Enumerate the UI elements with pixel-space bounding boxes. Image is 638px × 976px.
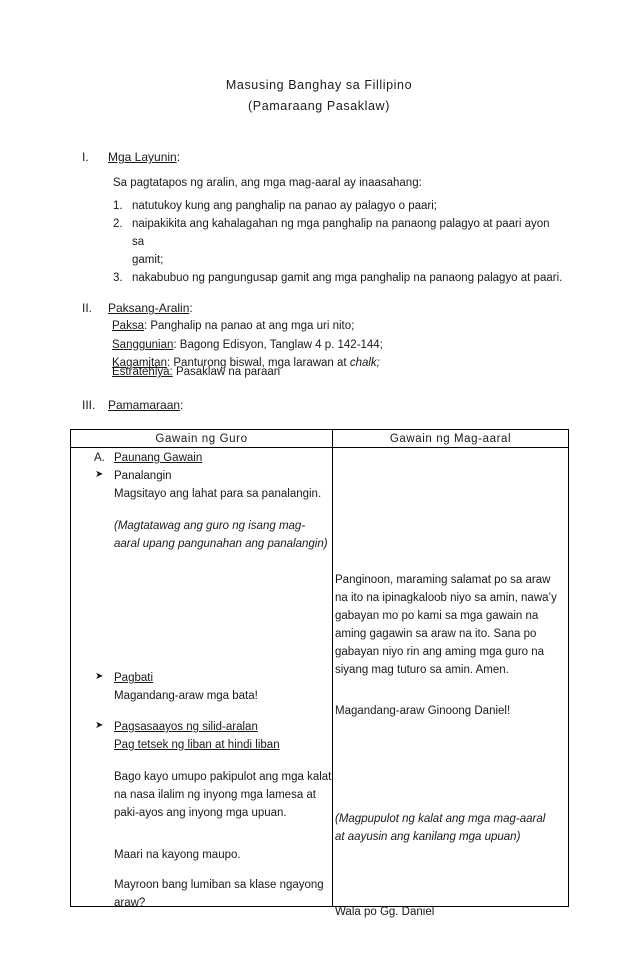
guro-cell	[71, 448, 333, 907]
col-header-guro: Gawain ng Guro	[71, 430, 333, 448]
objective-number: 3.	[113, 272, 123, 284]
note-teacher-line1	[114, 517, 305, 535]
instruction-line2: na nasa ilalim ng inyong mga lamesa at	[114, 789, 317, 801]
kagamitan-row: Kagamitan: Panturong biswal, mga larawan at chalk;	[112, 357, 380, 369]
arrow-bullet-icon: ➤	[95, 469, 104, 480]
section-2-number: II.	[82, 301, 93, 315]
note-teacher-line2-text: aaral upang pangunahan ang panalangin)	[114, 538, 328, 550]
student-answer: Wala po Gg. Daniel	[335, 906, 435, 918]
objective-number: 1.	[113, 200, 123, 212]
estratehiya-row	[112, 363, 280, 382]
sanggunian-value: Bagong Edisyon, Tanglaw 4 p. 142-144;	[179, 339, 383, 351]
objectives-intro: Sa pagtatapos ng aralin, ang mga mag-aaral ay inaasahang:	[113, 177, 422, 189]
instruction-line1: Bago kayo umupo pakipulot ang mga kalat	[114, 771, 332, 783]
panalangin-label: Panalangin	[114, 470, 172, 482]
section-2-heading-text: Paksang-Aralin	[108, 301, 190, 315]
estratehiya-label: Estratehiya:	[112, 366, 173, 378]
instruction-line3: paki-ayos ang inyong mga upuan.	[114, 807, 287, 819]
lumiban-line1: Mayroon bang lumiban sa klase ngayong	[114, 879, 324, 891]
maupo-text: Maari na kayong maupo.	[114, 849, 241, 861]
paksa-label: Paksa	[112, 320, 144, 332]
objective-item	[113, 269, 563, 287]
pagbati-text: Magandang-araw mga bata!	[114, 690, 258, 702]
note-student-line1-text: (Magpupulot ng kalat ang mga mag-aaral	[335, 813, 546, 825]
section-1-heading-text: Mga Layunin	[108, 150, 177, 164]
document-title: Masusing Banghay sa Fillipino	[225, 78, 413, 92]
student-greeting: Magandang-araw Ginoong Daniel!	[335, 705, 511, 717]
section-1-number: I.	[82, 150, 89, 164]
note-student-line1	[335, 810, 545, 828]
col-header-magaaral: Gawain ng Mag-aaral	[333, 430, 569, 448]
note-teacher-line2	[114, 535, 328, 553]
table-row	[71, 448, 569, 907]
note-teacher-line1-text: (Magtatawag ang guro ng isang mag-	[114, 520, 306, 532]
prayer-line2: na ito na ipinagkaloob niyo sa amin, nawa’y	[335, 592, 557, 604]
part-a-letter: A.	[94, 452, 105, 464]
magsitayo-text: Magsitayo ang lahat para sa panalangin.	[114, 488, 322, 500]
arrow-bullet-icon: ➤	[95, 671, 104, 682]
objective-item	[113, 197, 563, 215]
objective-text: natutukoy kung ang panghalip na panao ay palagyo o paari;	[132, 200, 437, 212]
section-3-heading: Pamamaraan:	[108, 398, 184, 412]
objectives-list	[113, 197, 563, 287]
prayer-line3: gabayan mo po kami sa mga gawain na	[335, 610, 539, 622]
lumiban-line2: araw?	[114, 897, 146, 909]
document-subtitle: (Pamaraang Pasaklaw)	[248, 99, 390, 113]
estratehiya-value: Pasaklaw na paraan	[175, 366, 281, 378]
objective-number: 2.	[113, 218, 123, 230]
sanggunian-row: Sanggunian: Bagong Edisyon, Tanglaw 4 p. 142-144;	[112, 339, 383, 351]
section-3-number: III.	[82, 398, 96, 412]
paksa-row: Paksa: Panghalip na panao at ang mga uri nito;	[112, 320, 355, 332]
magaaral-cell	[333, 448, 569, 918]
table-header-row	[71, 430, 569, 448]
kagamitan-value: Panturong biswal, mga larawan at	[173, 357, 350, 369]
prayer-line1: Panginoon, maraming salamat po sa araw	[335, 574, 551, 586]
prayer-line4: aming gagawin sa araw na ito. Sana po	[335, 628, 537, 640]
pagtsek-label: Pag tetsek ng liban at hindi liban	[114, 739, 280, 751]
section-2-heading: Paksang-Aralin:	[108, 301, 193, 315]
paksa-value: Panghalip na panao at ang mga uri nito;	[150, 320, 355, 332]
objective-text: naipakikita ang kahalagahan ng mga panghalip na panaong palagyo at paari ayon sa	[132, 218, 550, 248]
objective-text-cont: gamit;	[132, 254, 164, 266]
prayer-line5: gabayan niyo rin ang aming mga guro na	[335, 646, 545, 658]
section-3-heading-text: Pamamaraan	[108, 398, 181, 412]
note-student-line2-text: at aayusin ang kanilang mga upuan)	[335, 831, 521, 843]
part-a-title: Paunang Gawain	[114, 452, 203, 464]
procedure-table	[70, 429, 569, 918]
prayer-line6: siyang mag tuturo sa amin. Amen.	[335, 664, 509, 676]
kagamitan-label: Kagamitan	[112, 357, 167, 369]
sanggunian-label: Sanggunian	[112, 339, 174, 351]
kagamitan-value-italic: chalk;	[349, 357, 380, 369]
pagsasaayos-label: Pagsasaayos ng silid-aralan	[114, 721, 258, 733]
objective-item	[113, 215, 563, 269]
arrow-bullet-icon: ➤	[95, 720, 104, 731]
section-1-heading: Mga Layunin:	[108, 150, 181, 164]
note-student-line2	[335, 828, 520, 846]
pagbati-label: Pagbati	[114, 672, 154, 684]
objective-text: nakabubuo ng pangungusap gamit ang mga panghalip na panaong palagyo at paari.	[132, 272, 563, 284]
